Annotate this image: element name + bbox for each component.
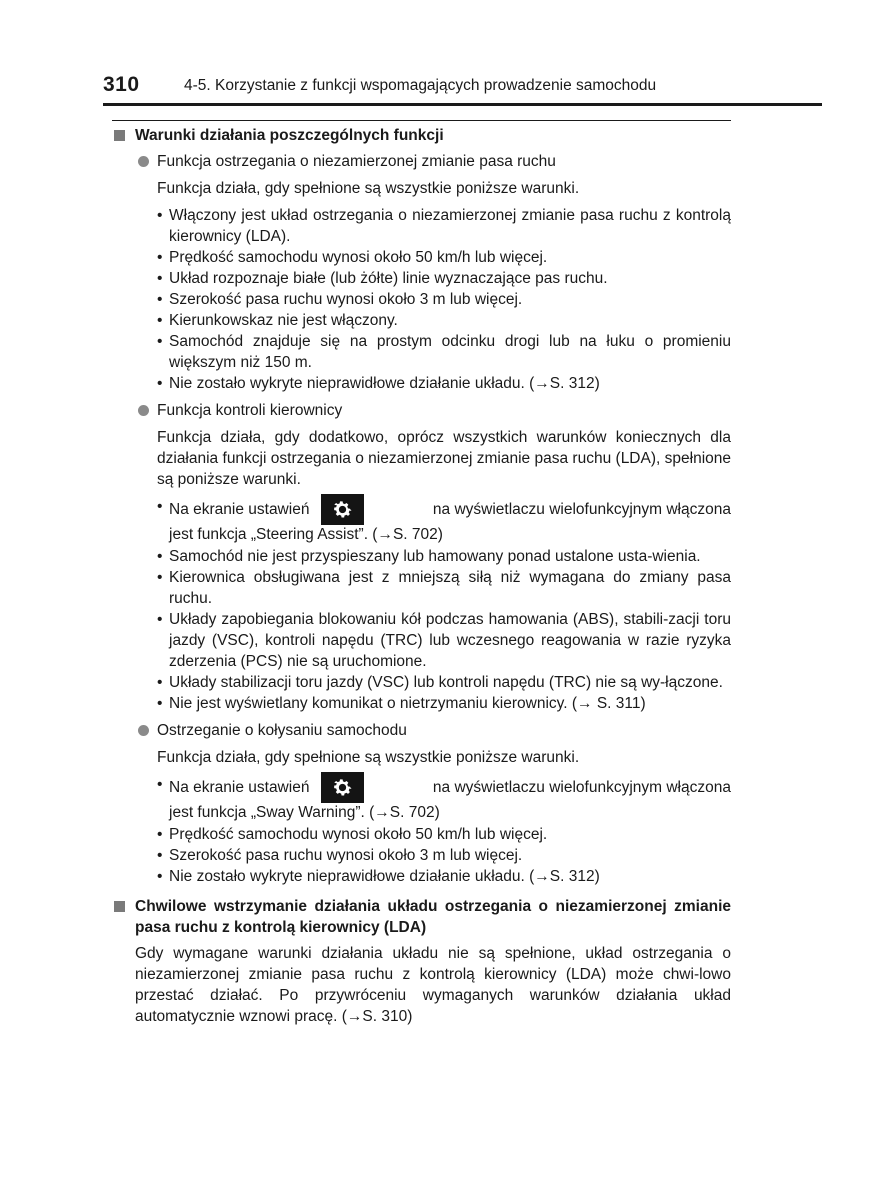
- section-heading-conditions: [112, 125, 731, 146]
- page-number: 310: [103, 73, 140, 96]
- heading-text: Warunki działania poszczególnych funkcji: [135, 127, 444, 144]
- circle-bullet-icon: [138, 405, 149, 416]
- section-heading-suspension: [112, 896, 731, 938]
- list-item-with-icon: [157, 774, 731, 823]
- list-item: • Układy zapobiegania blokowaniu kół podczas hamowania (ABS), stabili-zacji toru jazdy (VSC), kontroli napędu (TRC) lub wczesnego reagowania w razie ryzyka zderzenia (PCS) nie są uruchomione.: [157, 609, 731, 672]
- icon-line-right: na wyświetlaczu wielofunkcyjnym włączona: [432, 778, 731, 796]
- icon-line-left: • Na ekranie ustawień: [169, 500, 310, 518]
- subheading-text: Ostrzeganie o kołysaniu samochodu: [157, 722, 407, 739]
- subsection-rule: [112, 120, 731, 121]
- circle-bullet-icon: [138, 725, 149, 736]
- subheading-sway: [112, 720, 731, 741]
- sway-conditions: [157, 774, 731, 887]
- list-item: • Układ rozpoznaje białe (lub żółte) linie wyznaczające pas ruchu.: [157, 268, 731, 289]
- list-item: • Szerokość pasa ruchu wynosi około 3 m lub więcej.: [157, 289, 731, 310]
- steering-intro: Funkcja działa, gdy dodatkowo, oprócz wszystkich warunków koniecznych dla działania funkcji ostrzegania o niezamierzonej zmianie pasa ruchu (LDA), spełnione są poniższe warunki.: [157, 429, 731, 488]
- list-item: • Szerokość pasa ruchu wynosi około 3 m lub więcej.: [157, 845, 731, 866]
- icon-line-continuation: jest funkcja „Sway Warning”. (→S. 702): [169, 804, 440, 821]
- list-item: • Prędkość samochodu wynosi około 50 km/h lub więcej.: [157, 247, 731, 268]
- list-item: • Kierunkowskaz nie jest włączony.: [157, 310, 731, 331]
- subheading-lda: [112, 151, 731, 172]
- list-item: • Nie zostało wykryte nieprawidłowe działanie układu. (→S. 312): [157, 866, 731, 887]
- icon-line-left: • Na ekranie ustawień: [169, 778, 310, 796]
- header-rule: [103, 103, 822, 106]
- sway-intro: Funkcja działa, gdy spełnione są wszystkie poniższe warunki.: [157, 749, 580, 766]
- subheading-text: Funkcja ostrzegania o niezamierzonej zmianie pasa ruchu: [157, 153, 556, 170]
- list-item: • Układy stabilizacji toru jazdy (VSC) lub kontroli napędu (TRC) nie są wy-łączone.: [157, 672, 731, 693]
- list-item: • Nie zostało wykryte nieprawidłowe działanie układu. (→S. 312): [157, 373, 731, 394]
- section-title: 4-5. Korzystanie z funkcji wspomagających prowadzenie samochodu: [184, 77, 657, 94]
- heading-text: Chwilowe wstrzymanie działania układu ostrzegania o niezamierzonej zmianie pasa ruchu z kontrolą kierownicy (LDA): [135, 898, 731, 936]
- list-item: • Nie jest wyświetlany komunikat o nietrzymaniu kierownicy. (→ S. 311): [157, 693, 731, 714]
- list-item: • Samochód nie jest przyspieszany lub hamowany ponad ustalone usta-wienia.: [157, 546, 731, 567]
- gear-icon: [321, 494, 364, 525]
- icon-line-continuation: jest funkcja „Steering Assist”. (→S. 702): [169, 526, 443, 543]
- suspension-body: Gdy wymagane warunki działania układu nie są spełnione, układ ostrzegania o niezamierzonej zmianie pasa ruchu z kontrolą kierownicy (LDA) może chwi-lowo przestać działać. Po przywróceniu wymaganych warunków działania układ automatycznie wznowi pracę. (→S. 310): [135, 945, 731, 1025]
- lda-intro: Funkcja działa, gdy spełnione są wszystkie poniższe warunki.: [157, 180, 580, 197]
- subheading-steering: [112, 400, 731, 421]
- list-item: • Kierownica obsługiwana jest z mniejszą siłą niż wymagana do zmiany pasa ruchu.: [157, 567, 731, 609]
- page-content: [112, 125, 731, 1027]
- square-bullet-icon: [114, 901, 125, 912]
- gear-icon: [321, 772, 364, 803]
- subheading-text: Funkcja kontroli kierownicy: [157, 402, 343, 419]
- list-item: • Włączony jest układ ostrzegania o niezamierzonej zmianie pasa ruchu z kontrolą kierownicy (LDA).: [157, 205, 731, 247]
- list-item: • Prędkość samochodu wynosi około 50 km/h lub więcej.: [157, 824, 731, 845]
- circle-bullet-icon: [138, 156, 149, 167]
- list-item: • Samochód znajduje się na prostym odcinku drogi lub na łuku o promieniu większym niż 150 m.: [157, 331, 731, 373]
- icon-line-right: na wyświetlaczu wielofunkcyjnym włączona: [432, 500, 731, 518]
- steering-conditions: [157, 496, 731, 714]
- lda-conditions: [157, 205, 731, 394]
- list-item-with-icon: [157, 496, 731, 545]
- square-bullet-icon: [114, 130, 125, 141]
